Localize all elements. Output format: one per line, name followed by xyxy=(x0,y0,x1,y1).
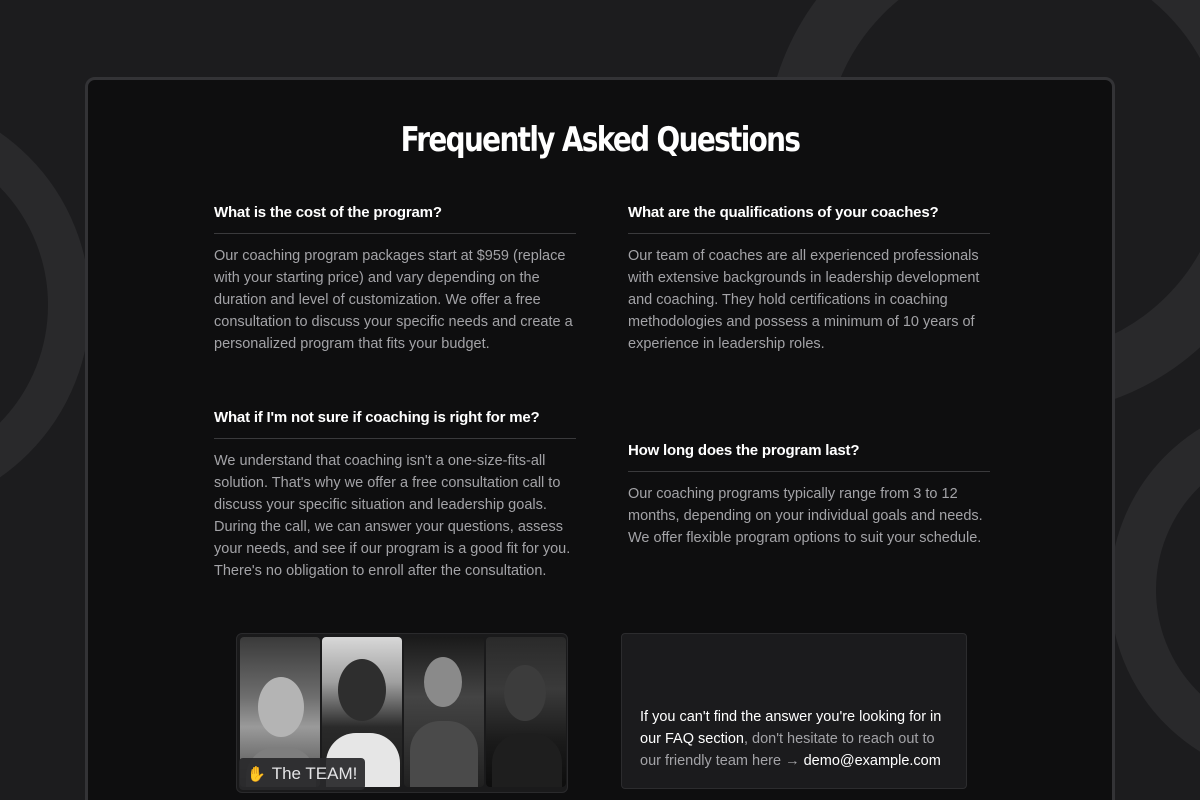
faq-item-qualifications xyxy=(628,204,990,355)
faq-item-cost xyxy=(214,204,576,355)
faq-item-duration xyxy=(628,442,990,549)
waving-hand-icon: ✋ xyxy=(247,766,266,783)
contact-email-link[interactable]: demo@example.com xyxy=(803,753,941,769)
faq-item-unsure xyxy=(214,409,576,582)
body-shape xyxy=(492,733,562,787)
contact-callout xyxy=(621,633,967,789)
faq-answer: We understand that coaching isn't a one-size-fits-all solution. That's why we offer a free consultation call to discuss your specific situation and leadership goals. During the call, we can answer your questions, assess your needs, and see if our program is a good fit for you. There's no obligation to enroll after the consultation. xyxy=(214,453,571,579)
face-shape xyxy=(338,659,386,721)
contact-middle-text: , don't hesitate to reach out to our friendly team here → xyxy=(640,731,935,769)
team-member-photo xyxy=(404,637,484,787)
face-shape xyxy=(258,677,304,737)
background-arc-decoration xyxy=(1110,400,1200,780)
team-badge-label: The TEAM! xyxy=(271,764,358,783)
page-title: Frequently Asked Questions xyxy=(400,120,800,160)
face-shape xyxy=(424,657,462,707)
faq-answer: Our team of coaches are all experienced professionals with extensive backgrounds in leadership development and coaching. They hold certifications in coaching methodologies and possess a minimum of 10 years of experience in leadership roles. xyxy=(628,248,980,352)
team-photo-collage xyxy=(236,633,568,793)
contact-lead-text: If you can't find the answer you're looking for in our FAQ section xyxy=(640,709,942,747)
team-member-photo xyxy=(486,637,566,787)
faq-question: What is the cost of the program? xyxy=(214,204,576,234)
faq-question: What if I'm not sure if coaching is right for me? xyxy=(214,409,576,439)
faq-question: How long does the program last? xyxy=(628,442,990,472)
body-shape xyxy=(410,721,478,787)
faq-answer: Our coaching programs typically range from 3 to 12 months, depending on your individual goals and needs. We offer flexible program options to suit your schedule. xyxy=(628,486,983,546)
team-badge xyxy=(239,758,365,790)
faq-answer: Our coaching program packages start at $959 (replace with your starting price) and vary depending on the duration and level of customization. We offer a free consultation to discuss your specific needs and create a personalized program that fits your budget. xyxy=(214,248,573,352)
face-shape xyxy=(504,665,546,721)
faq-question: What are the qualifications of your coaches? xyxy=(628,204,990,234)
background-arc-decoration xyxy=(0,95,90,515)
faq-card xyxy=(85,77,1115,800)
